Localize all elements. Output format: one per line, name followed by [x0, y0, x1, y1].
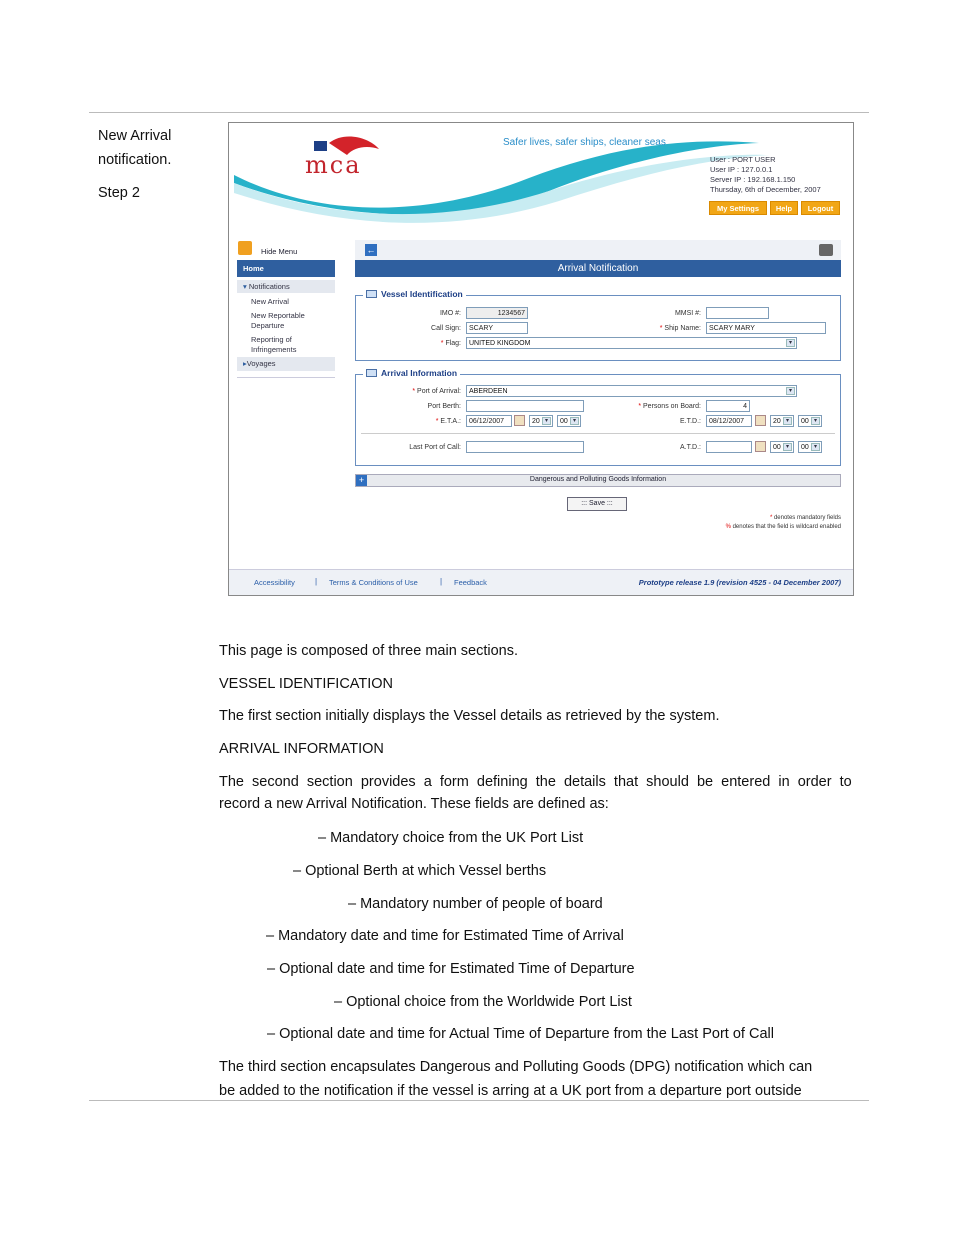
imo-field[interactable]: 1234567: [466, 307, 528, 319]
required-asterisk: *: [659, 325, 665, 332]
arrival-legend-text: Arrival Information: [381, 368, 458, 378]
mandatory-note: [770, 515, 841, 521]
eta-min-select[interactable]: [557, 415, 581, 427]
top-strip: [355, 240, 841, 260]
heading-vessel: VESSEL IDENTIFICATION: [219, 676, 394, 692]
chevron-down-icon: ▾: [786, 339, 795, 347]
collapsed-arrow-icon: ▸: [243, 359, 247, 368]
vessel-legend: [363, 289, 466, 299]
required-asterisk: *: [769, 515, 774, 521]
calendar-icon[interactable]: [755, 415, 766, 426]
required-asterisk: *: [435, 418, 441, 425]
wildcard-note: [726, 524, 841, 530]
form-icon: [366, 290, 377, 298]
atd-date-field[interactable]: [706, 441, 752, 453]
paragraph-dpg-line1: The third section encapsulates Dangerous and Polluting Goods (DPG) notification which can: [219, 1059, 813, 1075]
top-rule: [89, 112, 869, 113]
sidebar-home[interactable]: Home: [237, 260, 335, 277]
flag-select[interactable]: [466, 337, 797, 349]
callsign-field[interactable]: SCARY: [466, 322, 528, 334]
field-def-port: – Mandatory choice from the UK Port List: [318, 830, 584, 846]
port-arrival-value: ABERDEEN: [469, 388, 508, 395]
field-def-atd: – Optional date and time for Actual Time of Departure from the Last Port of Call: [267, 1026, 774, 1042]
caption-line1: New Arrival: [98, 128, 172, 144]
footer-terms-link[interactable]: Terms & Conditions of Use: [329, 578, 418, 587]
chevron-down-icon: ▾: [783, 443, 792, 451]
sidebar-notifications-label: Notifications: [248, 282, 290, 291]
expand-plus-icon[interactable]: +: [356, 475, 367, 486]
atd-hour-select[interactable]: [770, 441, 794, 453]
server-ip: Server IP : 192.168.1.150: [710, 175, 796, 184]
back-arrow-icon[interactable]: ←: [366, 245, 376, 255]
flag-label: [379, 340, 461, 347]
eta-date-field[interactable]: 06/12/2007: [466, 415, 512, 427]
arrival-divider: [361, 433, 835, 434]
last-port-field[interactable]: [466, 441, 584, 453]
logout-button[interactable]: Logout: [801, 201, 840, 215]
sidebar-new-reportable-1[interactable]: New Reportable: [251, 311, 305, 320]
field-def-berth: – Optional Berth at which Vessel berths: [293, 863, 547, 879]
field-def-eta: – Mandatory date and time for Estimated Time of Arrival: [266, 928, 624, 944]
sidebar-reporting-1[interactable]: Reporting of: [251, 335, 292, 344]
heading-arrival: ARRIVAL INFORMATION: [219, 741, 384, 757]
chevron-down-icon: ▾: [783, 417, 792, 425]
footer-sep-1: |: [315, 577, 318, 586]
user-name: User : PORT USER: [710, 155, 776, 164]
dpg-bar-label: Dangerous and Polluting Goods Information: [529, 476, 667, 483]
etd-hour-select[interactable]: [770, 415, 794, 427]
field-def-lastport: – Optional choice from the Worldwide Port List: [334, 994, 632, 1010]
paragraph-arrival-line1: The second section provides a form defining the details that should be entered in order to: [219, 774, 852, 790]
chevron-down-icon: ▾: [542, 417, 551, 425]
imo-label: IMO #:: [439, 310, 461, 317]
sidebar-voyages[interactable]: [237, 357, 335, 371]
etd-date-field[interactable]: 08/12/2007: [706, 415, 752, 427]
atd-label: A.T.D.:: [679, 444, 701, 451]
page-title: Arrival Notification: [355, 260, 841, 277]
user-ip: User IP : 127.0.0.1: [710, 165, 773, 174]
required-asterisk: *: [638, 403, 644, 410]
expand-arrow-icon: ▾: [243, 282, 249, 291]
persons-label-text: Persons on Board:: [643, 403, 701, 410]
required-asterisk: *: [412, 388, 418, 395]
flag-label-text: Flag:: [445, 340, 461, 347]
eta-label: [379, 418, 461, 425]
footer-sep-2: |: [440, 577, 443, 586]
persons-field[interactable]: 4: [706, 400, 750, 412]
etd-min-value: 00: [801, 418, 809, 425]
footer-accessibility-link[interactable]: Accessibility: [254, 578, 295, 587]
release-info: Prototype release 1.9 (revision 4525 - 04 December 2007): [638, 578, 841, 587]
screenshot-figure: [228, 122, 854, 596]
eta-min-value: 00: [560, 418, 568, 425]
sidebar-voyages-label: Voyages: [246, 359, 276, 368]
sidebar-notifications[interactable]: [237, 280, 335, 293]
mmsi-label: MMSI #:: [674, 310, 701, 317]
persons-label: [609, 403, 701, 410]
sidebar-divider: [237, 377, 335, 378]
arrival-legend: [363, 368, 460, 378]
shipname-label: [619, 325, 701, 332]
port-arrival-select[interactable]: [466, 385, 797, 397]
mmsi-field[interactable]: [706, 307, 769, 319]
shipname-label-text: Ship Name:: [664, 325, 701, 332]
vessel-legend-text: Vessel Identification: [381, 289, 463, 299]
print-icon[interactable]: [819, 244, 833, 256]
last-port-label: Last Port of Call:: [409, 444, 461, 451]
field-def-persons: – Mandatory number of people of board: [348, 896, 603, 912]
sidebar-reporting-2[interactable]: Infringements: [251, 345, 297, 354]
help-button[interactable]: Help: [770, 201, 798, 215]
wildcard-note-text: denotes that the field is wildcard enabled: [732, 524, 841, 530]
eta-label-text: E.T.A.:: [440, 418, 461, 425]
eta-hour-select[interactable]: [529, 415, 553, 427]
atd-min-value: 00: [801, 444, 809, 451]
current-date: Thursday, 6th of December, 2007: [710, 185, 821, 194]
port-berth-field[interactable]: [466, 400, 584, 412]
port-arrival-label: [379, 388, 461, 395]
callsign-label: Call Sign:: [431, 325, 461, 332]
hide-menu-link[interactable]: Hide Menu: [261, 247, 298, 256]
eta-hour-value: 20: [532, 418, 540, 425]
mandatory-note-text: denotes mandatory fields: [773, 515, 841, 521]
caption-line2: notification.: [98, 152, 172, 168]
required-asterisk: *: [440, 340, 446, 347]
chevron-down-icon: ▾: [811, 417, 820, 425]
paragraph-arrival-line2: record a new Arrival Notification. These fields are defined as:: [219, 796, 609, 812]
save-button[interactable]: ::: Save :::: [567, 497, 627, 511]
my-settings-button[interactable]: My Settings: [709, 201, 767, 215]
tagline: Safer lives, safer ships, cleaner seas: [503, 137, 666, 148]
hide-menu-icon[interactable]: [238, 241, 252, 255]
calendar-icon[interactable]: [755, 441, 766, 452]
dpg-bar[interactable]: [355, 474, 841, 487]
calendar-icon[interactable]: [514, 415, 525, 426]
etd-hour-value: 20: [773, 418, 781, 425]
form-icon: [366, 369, 377, 377]
chevron-down-icon: ▾: [811, 443, 820, 451]
chevron-down-icon: ▾: [570, 417, 579, 425]
etd-min-select[interactable]: [798, 415, 822, 427]
shipname-field[interactable]: SCARY MARY: [706, 322, 826, 334]
chevron-down-icon: ▾: [786, 387, 795, 395]
sidebar-new-reportable-2[interactable]: Departure: [251, 321, 285, 330]
paragraph-dpg-line2: be added to the notification if the vessel is arring at a UK port from a departure port outside: [219, 1083, 802, 1099]
port-berth-label: Port Berth:: [427, 403, 461, 410]
port-arrival-label-text: Port of Arrival:: [417, 388, 461, 395]
field-def-etd: – Optional date and time for Estimated Time of Departure: [267, 961, 635, 977]
caption-step: Step 2: [98, 185, 140, 201]
atd-hour-value: 00: [773, 444, 781, 451]
etd-label: E.T.D.:: [679, 418, 701, 425]
flag-select-value: UNITED KINGDOM: [469, 340, 531, 347]
paragraph-vessel: The first section initially displays the Vessel details as retrieved by the system.: [219, 708, 720, 724]
paragraph-intro: This page is composed of three main sections.: [219, 643, 519, 659]
atd-min-select[interactable]: [798, 441, 822, 453]
wildcard-symbol: %: [725, 524, 733, 530]
mca-logo: mca: [305, 151, 362, 179]
footer-feedback-link[interactable]: Feedback: [454, 578, 487, 587]
sidebar-new-arrival[interactable]: New Arrival: [251, 297, 289, 306]
